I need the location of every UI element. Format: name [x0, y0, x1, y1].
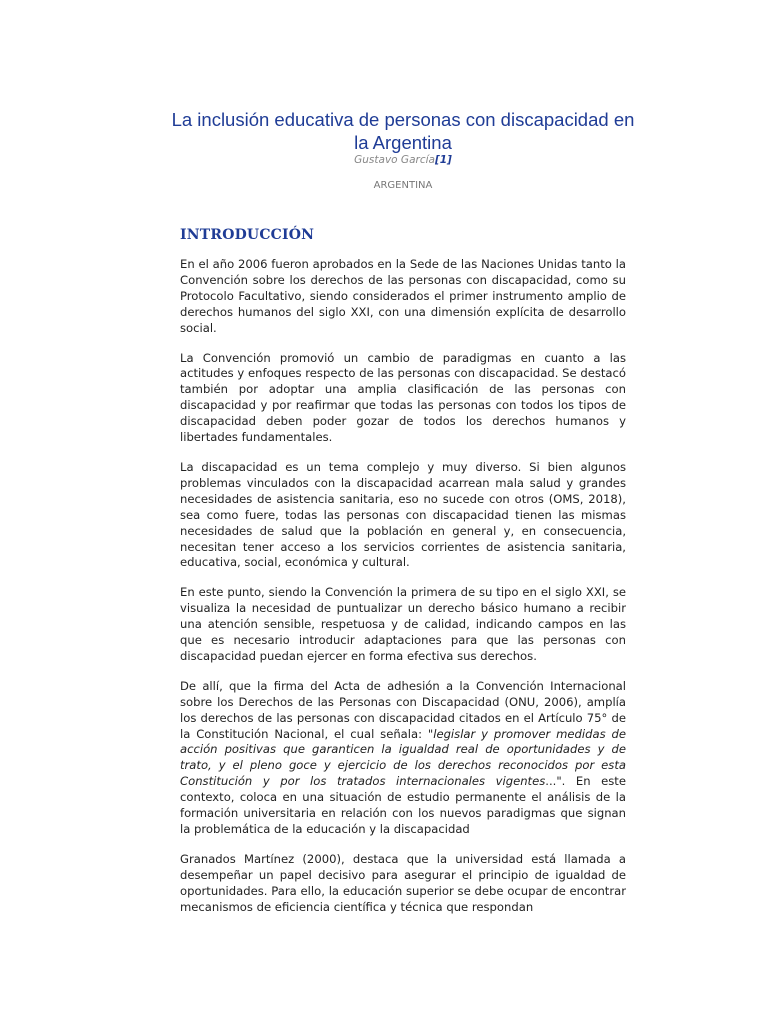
paragraph-3: La discapacidad es un tema complejo y muy diverso. Si bien algunos problemas vinculados con la discapacidad acarrean mala salud y grandes necesidades de asistencia sanitaria, eso no sucede con otros (OMS, 2018), sea como fuere, todas las personas con discapacidad tienen las mismas necesidades de salud que la población en general y, en consecuencia, necesitan tener acceso a los servicios corrientes de asistencia sanitaria, educativa, social, económica y cultural.	[180, 459, 626, 570]
author-line	[170, 153, 636, 167]
document-title: La inclusión educativa de personas con discapacidad en la Argentina	[171, 109, 635, 153]
paragraph-4: En este punto, siendo la Convención la primera de su tipo en el siglo XXI, se visualiza la necesidad de puntualizar un derecho básico humano a recibir una atención sensible, respetuosa y de calidad, indicando campos en las que es necesario introducir adaptaciones para que las personas con discapacidad puedan ejercer en forma efectiva sus derechos.	[180, 585, 626, 663]
paragraph-6: Granados Martínez (2000), destaca que la universidad está llamada a desempeñar un papel decisivo para asegurar el principio de igualdad de oportunidades. Para ello, la educación superior se debe ocupar de encontrar mecanismos de eficiencia científica y técnica que respondan	[180, 851, 626, 914]
paragraph-5	[180, 679, 626, 838]
document-page	[171, 0, 635, 916]
section-heading: INTRODUCCIÓN	[180, 227, 315, 243]
footnote-link[interactable]: [1]	[434, 154, 452, 166]
paragraph-1: En el año 2006 fueron aprobados en la Sede de las Naciones Unidas tanto la Convención sobre los derechos de las personas con discapacidad, como su Protocolo Facultativo, siendo considerados el primer instrumento amplio de derechos humanos del siglo XXI, con una dimensión explícita de desarrollo social.	[180, 257, 626, 335]
paragraph-5-intro: De allí, que la firma del Acta de adhesión a la Convención Internacional sobre los Derechos de las Personas con Discapacidad (ONU, 2006), amplía los derechos de las personas con discapacidad citados en el Artículo 75° de la Constitución Nacional, el cual señala: "	[180, 678, 626, 741]
constitution-quote: legislar y promover medidas de acción positivas que garanticen la igualdad real de oportunidades y de trato, y el pleno goce y ejercicio de los derechos reconocidos por esta Constitución y por los tratados internacionales vigentes	[180, 726, 626, 789]
paragraph-5-continuation: ...". En este contexto, coloca en una situación de estudio permanente el análisis de la formación universitaria en relación con los nuevos paradigmas que signan la problemática de la educación y la discapacidad	[180, 774, 626, 836]
paragraph-2: La Convención promovió un cambio de paradigmas en cuanto a las actitudes y enfoques respecto de las personas con discapacidad. Se destacó también por adoptar una amplia clasificación de las personas con discapacidad y por reafirmar que todas las personas con todos los tipos de discapacidad deben poder gozar de todos los derechos humanos y libertades fundamentales.	[180, 350, 626, 445]
country-label: ARGENTINA	[373, 180, 433, 191]
author-name: Gustavo García	[354, 154, 435, 166]
